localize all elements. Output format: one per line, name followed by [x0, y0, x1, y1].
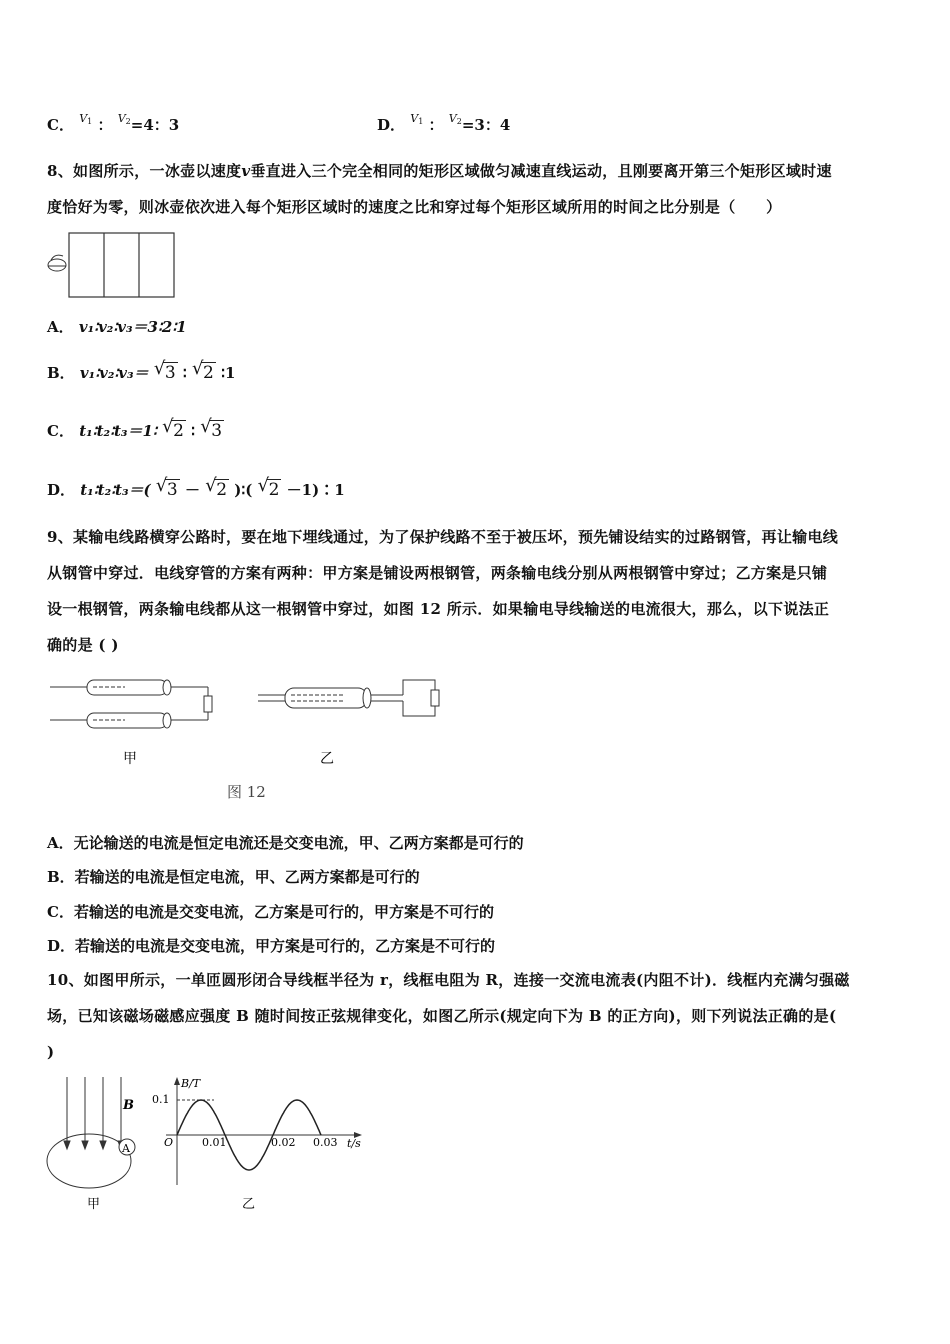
steel-pipe [285, 688, 367, 708]
q9-figure [45, 670, 465, 810]
q9-stem: 9、某输电线路横穿公路时，要在地下埋线通过，为了保护线路不至于被压坏，预先铺设结实的过路钢管，再让输电线 从钢管中穿过．电线穿管的方案有两种：甲方案是铺设两根钢管，两条输电线分别从两根钢管中穿过；乙方案是只铺 设一根钢管，两条输电线都从这一根钢管中穿过，如图 12 所示．如果输电导线输送的电流很大，那么，以下说法正 确的是 ( ) [47, 528, 839, 654]
v1-symbol: V [410, 112, 419, 125]
q10-stem: 10、如图甲所示，一单匝圆形闭合导线框半径为 r，线框电阻为 R，连接一交流电流表(内阻不计)．线框内充满匀强磁 场，已知该磁场磁感应强度 B 随时间按正弦规律变化，如图乙所示(规定向下为 B 的正方向)，则下列说法正确的是( ) [47, 971, 850, 1061]
q7-option-c: C． $^{V1}$ ： $^{V2}$=4：3 [47, 112, 180, 134]
load-resistor [431, 690, 439, 706]
figure-caption: 图 12 [227, 783, 266, 801]
q8-stem: 8、如图所示，一冰壶以速度v垂直进入三个完全相同的矩形区域做匀减速直线运动，且刚要离开第三个矩形区域时速 度恰好为零，则冰壶依次进入每个矩形区域时的速度之比和穿过每个矩形区域所用的时间之比分别是（ ） [47, 162, 832, 216]
fig-label-a: 甲 [123, 751, 137, 767]
q10-figure-a [45, 1075, 155, 1215]
y-tick-label: 0.1 [152, 1093, 170, 1106]
q9-option-b: B．若输送的电流是恒定电流，甲、乙两方案都是可行的 [47, 868, 420, 886]
rect-region-outline [69, 233, 174, 297]
q8-option-c: C． t₁∶t₂∶t₃＝1∶ √ 2 ∶ √ 3 [47, 416, 223, 441]
sqrt-expression: √ 3 [155, 475, 178, 500]
sqrt-expression: √ 2 [205, 475, 228, 500]
fig-label-b: 乙 [242, 1197, 256, 1212]
sqrt-expression: √ 2 [162, 416, 184, 441]
label-b-field: B [123, 1098, 134, 1113]
origin-label: O [164, 1136, 174, 1149]
q8-option-d: D． t₁∶t₂∶t₃＝( √ 3 － √ 2 )∶( √ 2 －1)∶1 [47, 475, 345, 500]
q10-figure-b [150, 1075, 375, 1215]
v1-symbol: V [79, 112, 88, 125]
curling-stone-icon [48, 255, 66, 271]
y-axis-label: B/T [181, 1077, 201, 1090]
q8-option-b: B． v₁∶v₂∶v₃＝ √ 3 ∶ √ 2 ∶1 [47, 358, 236, 383]
x-axis-label: t/s [347, 1137, 361, 1150]
sqrt-expression: √ 2 [192, 358, 214, 383]
x-tick-label-3: 0.03 [313, 1136, 338, 1149]
q9-option-a: A．无论输送的电流是恒定电流还是交变电流，甲、乙两方案都是可行的 [47, 834, 524, 852]
v2-symbol: V [448, 112, 457, 125]
q8-option-a: A． v₁∶v₂∶v₃＝3∶2∶1 [47, 318, 187, 336]
load-resistor [204, 696, 212, 712]
sqrt-expression: √ 3 [200, 416, 223, 441]
sqrt-expression: √ 3 [153, 358, 176, 383]
q9-option-c: C．若输送的电流是交变电流，乙方案是可行的，甲方案是不可行的 [47, 903, 494, 921]
q9-option-d: D．若输送的电流是交变电流，甲方案是可行的，乙方案是不可行的 [47, 937, 496, 955]
fig-label-b: 乙 [320, 751, 334, 767]
pipe-scheme-a [50, 680, 212, 728]
fig-label-a: 甲 [87, 1197, 101, 1212]
q8-figure [45, 230, 180, 300]
sqrt-expression: √ 2 [257, 475, 280, 500]
ammeter-label: A [122, 1142, 130, 1155]
x-tick-label-2: 0.02 [271, 1136, 296, 1149]
v2-symbol: V [117, 112, 126, 125]
q7-option-d: D． $^{V1}$ ： $^{V2}$=3：4 [377, 112, 511, 134]
magnetic-field-lines [64, 1077, 124, 1149]
x-tick-label-1: 0.01 [202, 1136, 227, 1149]
pipe-scheme-b [258, 680, 439, 716]
